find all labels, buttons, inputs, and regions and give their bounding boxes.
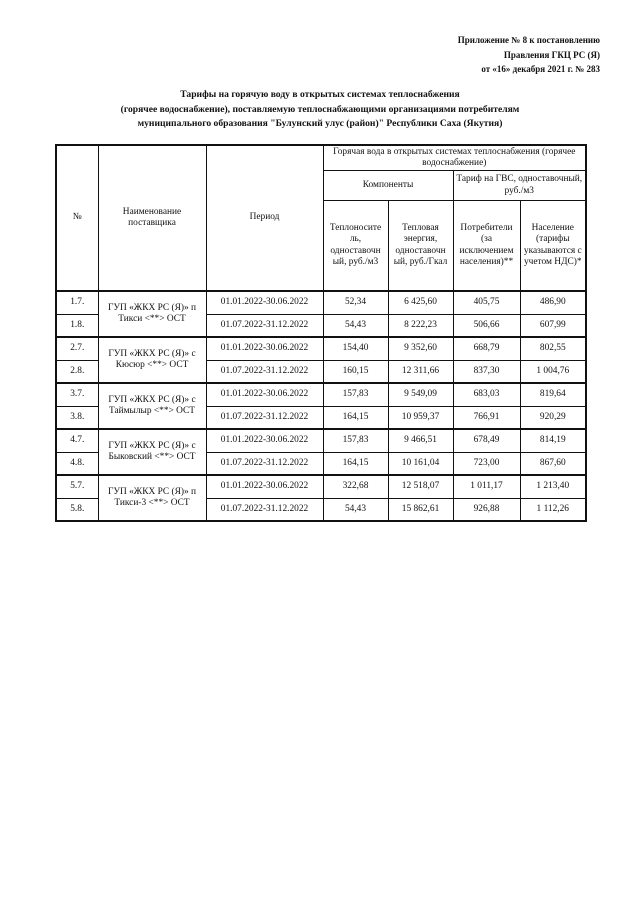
title-line-2: (горячее водоснабжение), поставляемую теплоснабжающими организациями потребителям	[120, 103, 520, 115]
table-row	[56, 475, 586, 498]
energy-value: 6 425,60	[388, 291, 453, 314]
header-consumers: Потребители (за исключением населения)**	[453, 201, 520, 292]
row-number: 5.7.	[56, 475, 98, 498]
period: 01.07.2022-31.12.2022	[206, 406, 323, 429]
period: 01.01.2022-30.06.2022	[206, 291, 323, 314]
table-row	[56, 291, 586, 314]
row-number: 2.7.	[56, 337, 98, 360]
header-period: Период	[206, 145, 323, 291]
period: 01.01.2022-30.06.2022	[206, 475, 323, 498]
period: 01.01.2022-30.06.2022	[206, 383, 323, 406]
header-hot-water-group: Горячая вода в открытых системах теплоснабжения (горячее водоснабжение)	[323, 145, 586, 171]
supplier-name: ГУП «ЖКХ РС (Я)» с Таймылыр <**> ОСТ	[98, 383, 206, 429]
energy-value: 12 518,07	[388, 475, 453, 498]
approval-line-2: Правления ГКЦ РС (Я)	[503, 49, 600, 60]
period: 01.07.2022-31.12.2022	[206, 452, 323, 475]
row-number: 3.7.	[56, 383, 98, 406]
table-header	[56, 145, 586, 291]
tariff-table	[55, 144, 587, 522]
energy-value: 9 352,60	[388, 337, 453, 360]
consumers-value: 506,66	[453, 314, 520, 337]
table-body	[56, 291, 586, 521]
supplier-name: ГУП «ЖКХ РС (Я)» с Быковский <**> ОСТ	[98, 429, 206, 475]
population-value: 486,90	[520, 291, 586, 314]
document-title	[0, 88, 640, 132]
carrier-value: 164,15	[323, 452, 388, 475]
supplier-name: ГУП «ЖКХ РС (Я)» с Кюсюр <**> ОСТ	[98, 337, 206, 383]
population-value: 1 213,40	[520, 475, 586, 498]
consumers-value: 683,03	[453, 383, 520, 406]
carrier-value: 322,68	[323, 475, 388, 498]
title-line-1: Тарифы на горячую воду в открытых системах теплоснабжения	[180, 89, 460, 100]
carrier-value: 157,83	[323, 383, 388, 406]
carrier-value: 154,40	[323, 337, 388, 360]
consumers-value: 678,49	[453, 429, 520, 452]
consumers-value: 926,88	[453, 498, 520, 521]
period: 01.07.2022-31.12.2022	[206, 314, 323, 337]
row-number: 2.8.	[56, 360, 98, 383]
carrier-value: 164,15	[323, 406, 388, 429]
consumers-value: 668,79	[453, 337, 520, 360]
header-components: Компоненты	[323, 171, 453, 201]
population-value: 1 112,26	[520, 498, 586, 521]
header-carrier: Теплоносите ль, одноставочн ый, руб./м3	[323, 201, 388, 292]
energy-value: 8 222,23	[388, 314, 453, 337]
consumers-value: 1 011,17	[453, 475, 520, 498]
header-energy: Тепловая энергия, одноставочн ый, руб./Гкал	[388, 201, 453, 292]
row-number: 4.7.	[56, 429, 98, 452]
population-value: 607,99	[520, 314, 586, 337]
population-value: 867,60	[520, 452, 586, 475]
table-row	[56, 383, 586, 406]
table-row	[56, 337, 586, 360]
consumers-value: 837,30	[453, 360, 520, 383]
population-value: 814,19	[520, 429, 586, 452]
carrier-value: 157,83	[323, 429, 388, 452]
energy-value: 15 862,61	[388, 498, 453, 521]
carrier-value: 160,15	[323, 360, 388, 383]
energy-value: 9 549,09	[388, 383, 453, 406]
header-no: №	[56, 145, 98, 291]
period: 01.01.2022-30.06.2022	[206, 429, 323, 452]
energy-value: 10 959,37	[388, 406, 453, 429]
header-population: Население (тарифы указываются с учетом НДС)*	[520, 201, 586, 292]
carrier-value: 54,43	[323, 498, 388, 521]
consumers-value: 405,75	[453, 291, 520, 314]
approval-header	[458, 33, 600, 77]
carrier-value: 52,34	[323, 291, 388, 314]
consumers-value: 766,91	[453, 406, 520, 429]
period: 01.01.2022-30.06.2022	[206, 337, 323, 360]
approval-line-1: Приложение № 8 к постановлению	[457, 35, 600, 45]
row-number: 1.7.	[56, 291, 98, 314]
approval-line-3: от «16» декабря 2021 г. № 283	[481, 64, 600, 74]
energy-value: 10 161,04	[388, 452, 453, 475]
consumers-value: 723,00	[453, 452, 520, 475]
table-row	[56, 429, 586, 452]
header-supplier: Наименование поставщика	[98, 145, 206, 291]
header-tariff: Тариф на ГВС, одноставочный, руб./м3	[453, 171, 586, 201]
supplier-name: ГУП «ЖКХ РС (Я)» п Тикси-3 <**> ОСТ	[98, 475, 206, 521]
population-value: 819,64	[520, 383, 586, 406]
energy-value: 9 466,51	[388, 429, 453, 452]
period: 01.07.2022-31.12.2022	[206, 498, 323, 521]
title-line-3: муниципального образования "Булунский улус (район)" Республики Саха (Якутия)	[137, 118, 503, 129]
population-value: 1 004,76	[520, 360, 586, 383]
carrier-value: 54,43	[323, 314, 388, 337]
period: 01.07.2022-31.12.2022	[206, 360, 323, 383]
row-number: 5.8.	[56, 498, 98, 521]
energy-value: 12 311,66	[388, 360, 453, 383]
row-number: 1.8.	[56, 314, 98, 337]
row-number: 4.8.	[56, 452, 98, 475]
population-value: 920,29	[520, 406, 586, 429]
row-number: 3.8.	[56, 406, 98, 429]
population-value: 802,55	[520, 337, 586, 360]
supplier-name: ГУП «ЖКХ РС (Я)» п Тикси <**> ОСТ	[98, 291, 206, 337]
